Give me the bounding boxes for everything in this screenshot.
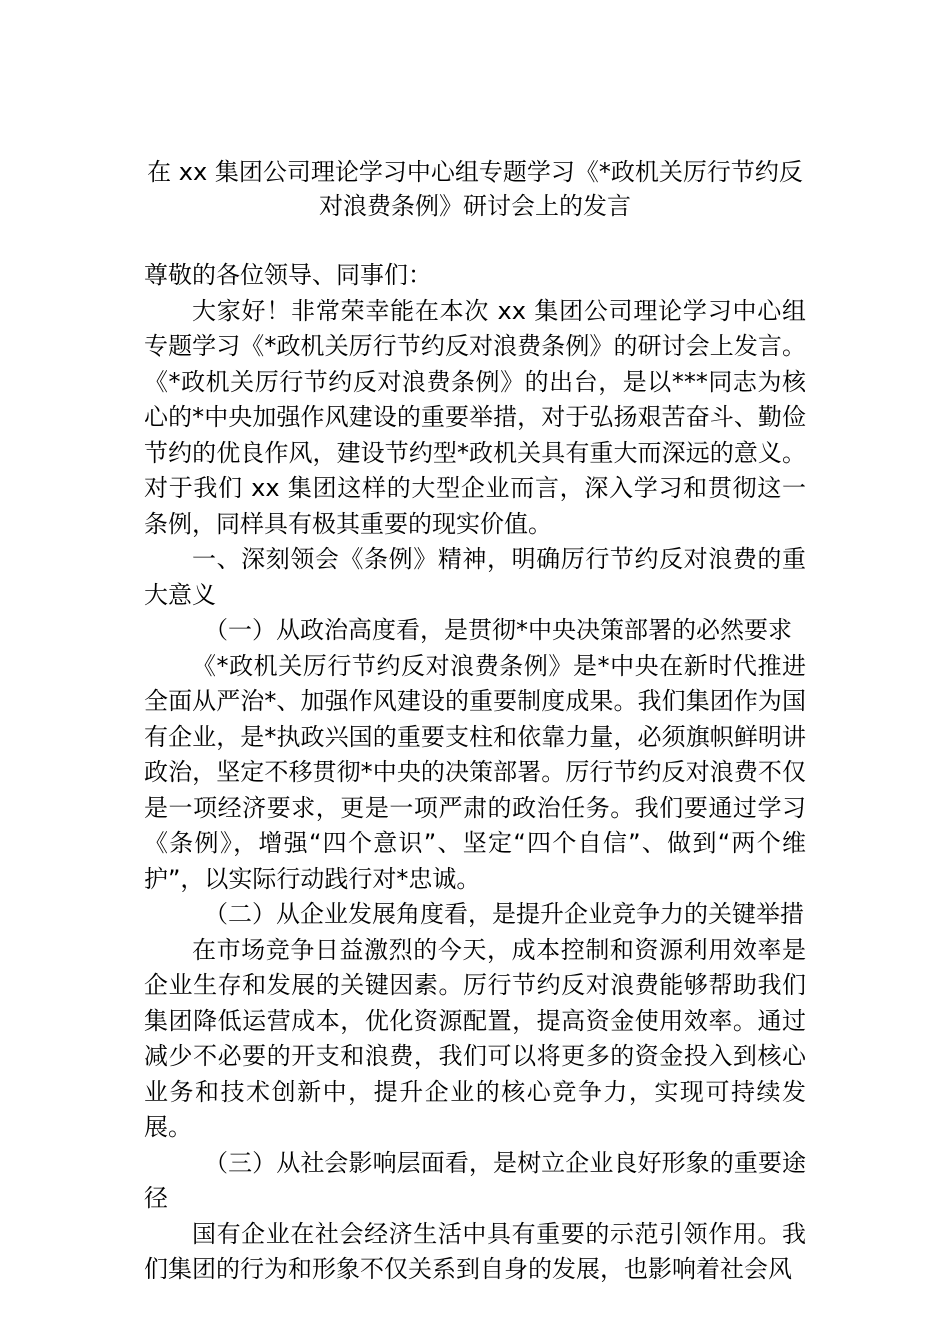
document-body (144, 258, 806, 1288)
document-title-line-2: 对浪费条例》研讨会上的发言 (319, 192, 631, 220)
document-title-line-1: 在 xx 集团公司理论学习中心组专题学习《*政机关厉行节约反 (147, 158, 803, 186)
subsection-heading-2: （二）从企业发展角度看，是提升企业竞争力的关键举措 (204, 900, 804, 928)
subsection-heading-1: （一）从政治高度看，是贯彻*中央决策部署的必然要求 (204, 616, 792, 644)
paragraph-political: 《*政机关厉行节约反对浪费条例》是*中央在新时代推进全面从严治*、加强作风建设的重要制度成果。我们集团作为国有企业，是*执政兴国的重要支柱和依靠力量，必须旗帜鲜明讲政治，坚定不移贯彻*中央的决策部署。厉行节约反对浪费不仅是一项经济要求，更是一项严肃的政治任务。我们要通过学习《条例》，增强“四个意识”、坚定“四个自信”、做到“两个维护”，以实际行动践行对*忠诚。 (144, 651, 806, 893)
salutation: 尊敬的各位领导、同事们： (144, 261, 432, 289)
paragraph-social: 国有企业在社会经济生活中具有重要的示范引领作用。我们集团的行为和形象不仅关系到自身的发展，也影响着社会风 (144, 1219, 806, 1283)
section-heading-1: 一、深刻领会《条例》精神，明确厉行节约反对浪费的重大意义 (144, 545, 806, 609)
paragraph-intro: 大家好！非常荣幸能在本次 xx 集团公司理论学习中心组专题学习《*政机关厉行节约反对浪费条例》的研讨会上发言。《*政机关厉行节约反对浪费条例》的出台，是以***同志为核心的*中央加强作风建设的重要举措，对于弘扬艰苦奋斗、勤俭节约的优良作风，建设节约型*政机关具有重大而深远的意义。对于我们 xx 集团这样的大型企业而言，深入学习和贯彻这一条例，同样具有极其重要的现实价值。 (144, 296, 806, 538)
subsection-heading-3: （三）从社会影响层面看，是树立企业良好形象的重要途径 (144, 1148, 806, 1212)
paragraph-enterprise: 在市场竞争日益激烈的今天，成本控制和资源利用效率是企业生存和发展的关键因素。厉行节约反对浪费能够帮助我们集团降低运营成本，优化资源配置，提高资金使用效率。通过减少不必要的开支和浪费，我们可以将更多的资金投入到核心业务和技术创新中，提升企业的核心竞争力，实现可持续发展。 (144, 935, 806, 1141)
